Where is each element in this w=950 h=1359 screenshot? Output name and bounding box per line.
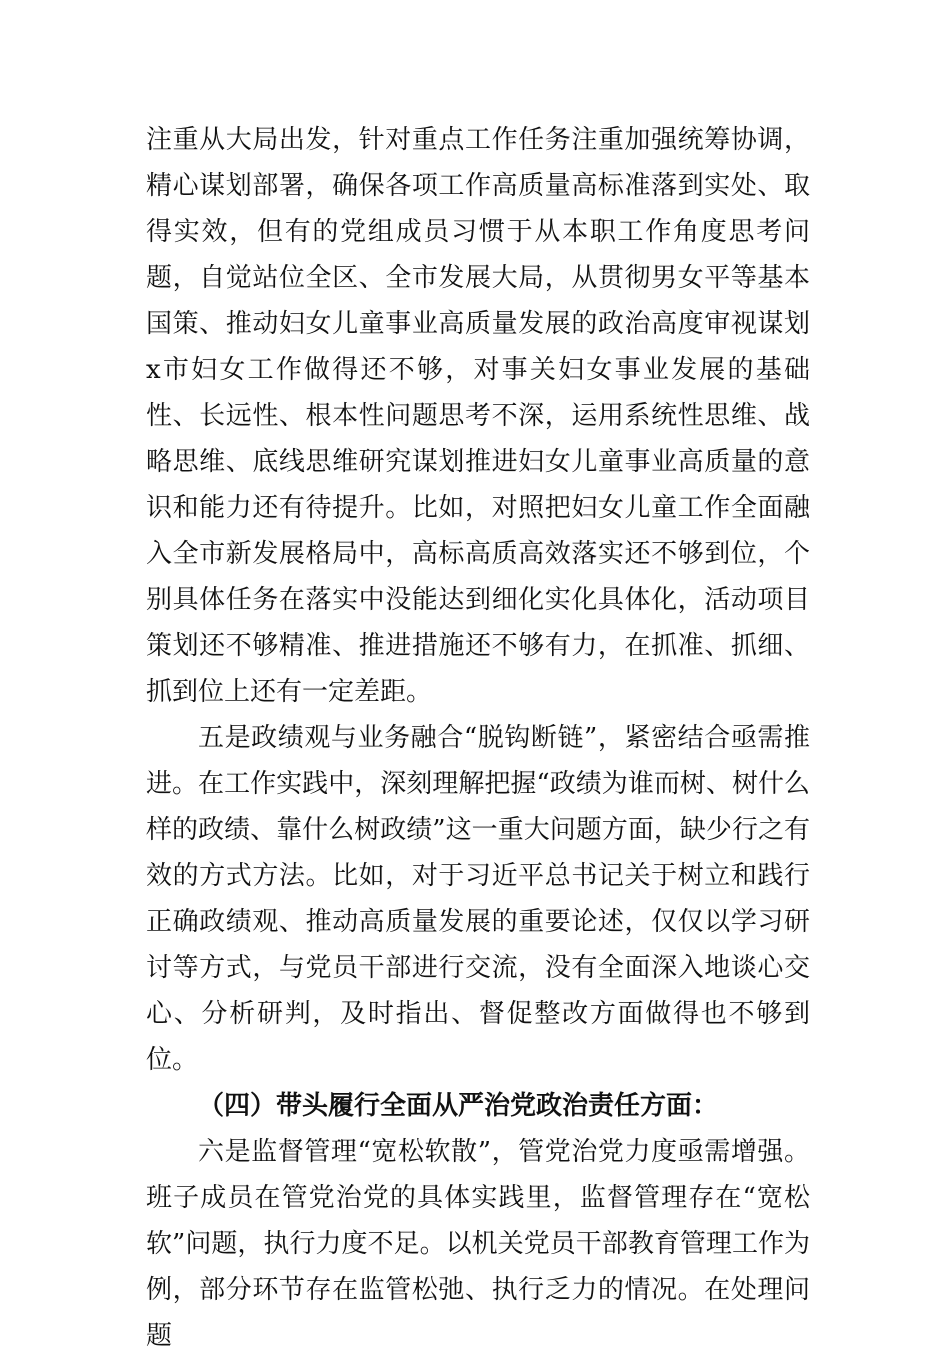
paragraph-point-five-performance-view: 五是政绩观与业务融合“脱钩断链”，紧密结合亟需推进。在工作实践中，深刻理解把握“政绩为谁而树、树什么样的政绩、靠什么树政绩”这一重大问题方面，缺少行之有效的方式方法。比如，对于习近平总书记关于树立和践行正确政绩观、推动高质量发展的重要论述，仅仅以学习研讨等方式，与党员干部进行交流，没有全面深入地谈心交心、分析研判，及时指出、督促整改方面做得也不够到位。 xyxy=(146,723,810,1075)
document-body xyxy=(146,117,810,1359)
paragraph-point-six-supervision: 六是监督管理“宽松软散”，管党治党力度亟需增强。班子成员在管党治党的具体实践里，监督管理存在“宽松软”问题，执行力度不足。以机关党员干部教育管理工作为例，部分环节存在监管松弛、执行乏力的情况。在处理问题 xyxy=(146,1137,810,1351)
section-heading-four: （四）带头履行全面从严治党政治责任方面： xyxy=(198,1091,719,1121)
paragraph-overall-situation: 注重从大局出发，针对重点工作任务注重加强统筹协调，精心谋划部署，确保各项工作高质量高标准落到实处、取得实效，但有的党组成员习惯于从本职工作角度思考问题，自觉站位全区、全市发展大局，从贯彻男女平等基本国策、推动妇女儿童事业高质量发展的政治高度审视谋划x市妇女工作做得还不够，对事关妇女事业发展的基础性、长远性、根本性问题思考不深，运用系统性思维、战略思维、底线思维研究谋划推进妇女儿童事业高质量的意识和能力还有待提升。比如，对照把妇女儿童工作全面融入全市新发展格局中，高标高质高效落实还不够到位，个别具体任务在落实中没能达到细化实化具体化，活动项目策划还不够精准、推进措施还不够有力，在抓准、抓细、抓到位上还有一定差距。 xyxy=(146,125,810,707)
